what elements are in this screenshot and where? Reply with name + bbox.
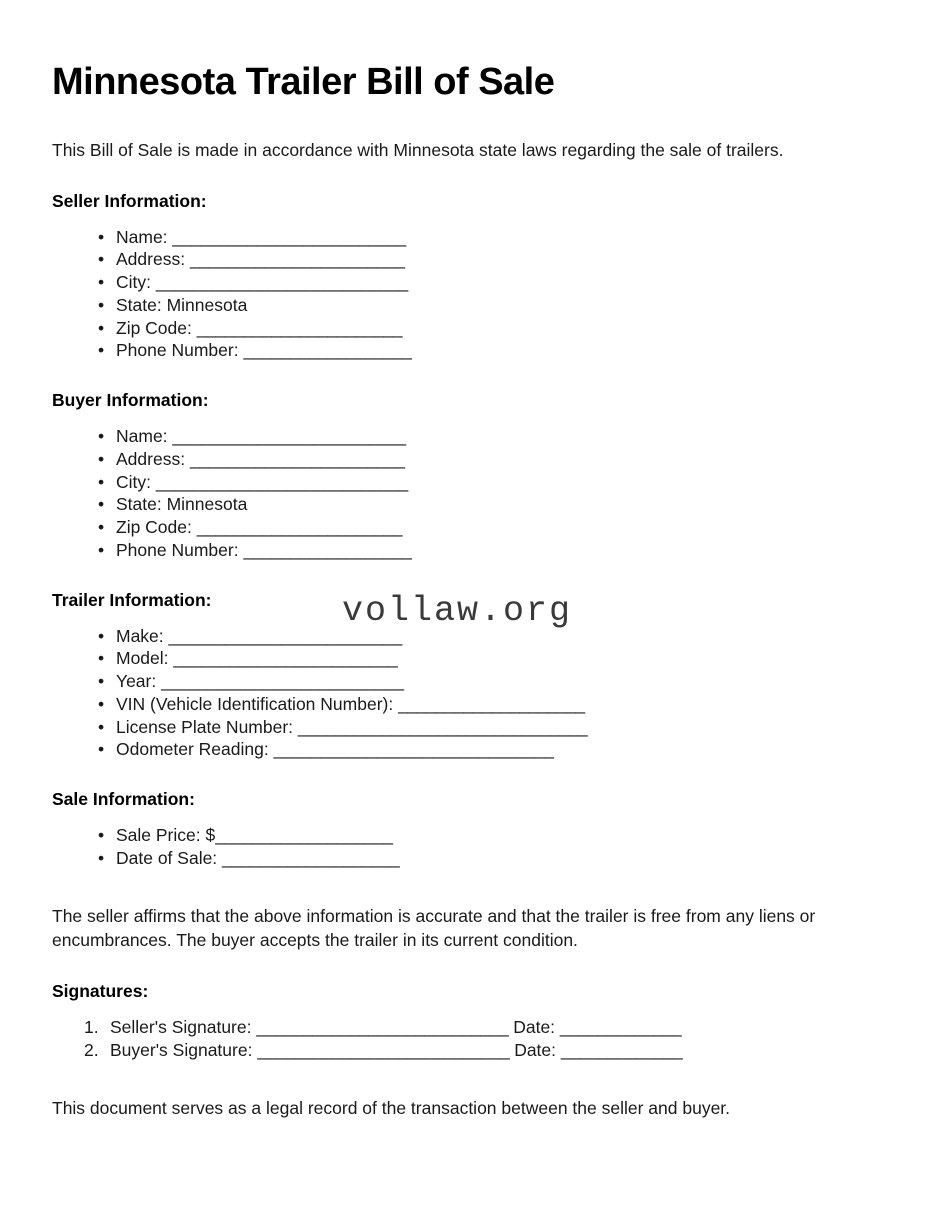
field-label: License Plate Number:	[116, 716, 294, 737]
fill-in-blank[interactable]: ___________________________	[155, 272, 408, 293]
list-item	[98, 471, 883, 494]
fill-in-blank[interactable]: ______________________	[196, 317, 403, 338]
fill-in-blank[interactable]: _______________________	[189, 448, 405, 469]
fill-in-blank[interactable]: ______________________________	[273, 739, 554, 760]
signature-blank[interactable]: ___________________________	[256, 1017, 509, 1038]
date-label: Date:	[514, 1040, 557, 1061]
field-label: Phone Number:	[116, 340, 239, 361]
fill-in-blank[interactable]: ________________________	[173, 648, 398, 669]
field-label: Date of Sale:	[116, 847, 218, 868]
field-label: State: Minnesota	[116, 294, 248, 315]
signature-blank[interactable]: ___________________________	[257, 1040, 510, 1061]
field-label: City:	[116, 471, 151, 492]
field-label: Sale Price: $	[116, 825, 216, 846]
list-item	[98, 847, 883, 870]
section-heading-trailer: Trailer Information:	[52, 589, 212, 610]
watermark-vollaw: vollaw.org	[342, 591, 573, 631]
list-item	[98, 625, 883, 648]
fill-in-blank[interactable]: ______________________	[196, 517, 403, 538]
fill-in-blank[interactable]: __________________	[243, 539, 412, 560]
list-item	[98, 516, 883, 539]
list-item	[98, 824, 883, 847]
affirmation-paragraph: The seller affirms that the above information is accurate and that the trailer is free from any liens or encumbrances. The buyer accepts the trailer in its current condition.	[52, 905, 816, 951]
sale-field-list	[52, 824, 883, 870]
signature-row	[84, 1039, 883, 1062]
list-item	[98, 647, 883, 670]
field-label: VIN (Vehicle Identification Number):	[116, 693, 394, 714]
list-item	[98, 226, 883, 249]
field-label: Phone Number:	[116, 539, 239, 560]
intro-paragraph: This Bill of Sale is made in accordance with Minnesota state laws regarding the sale of trailers.	[52, 139, 784, 160]
buyer-field-list	[52, 425, 883, 562]
fill-in-blank[interactable]: __________________________	[161, 671, 404, 692]
fill-in-blank[interactable]: _________________________	[172, 426, 406, 447]
section-heading-signatures: Signatures:	[52, 981, 149, 1002]
date-blank[interactable]: _____________	[559, 1017, 682, 1038]
seller-field-list	[52, 226, 883, 363]
list-item	[98, 716, 883, 739]
field-label: Address:	[116, 448, 186, 469]
list-item	[98, 425, 883, 448]
fill-in-blank[interactable]: ___________________	[215, 825, 393, 846]
fill-in-blank[interactable]: ___________________	[222, 847, 400, 868]
section-heading-seller: Seller Information:	[52, 190, 207, 211]
list-item	[98, 339, 883, 362]
fill-in-blank[interactable]: ___________________________	[155, 471, 408, 492]
list-item	[98, 493, 883, 516]
section-heading-sale: Sale Information:	[52, 789, 195, 810]
fill-in-blank[interactable]: _________________________	[168, 625, 402, 646]
fill-in-blank[interactable]: _______________________	[189, 249, 405, 270]
signature-label: Seller's Signature:	[110, 1017, 252, 1038]
fill-in-blank[interactable]: __________________	[243, 340, 412, 361]
date-label: Date:	[513, 1017, 556, 1038]
field-label: Odometer Reading:	[116, 739, 269, 760]
field-label: Make:	[116, 625, 164, 646]
signature-label: Buyer's Signature:	[110, 1040, 253, 1061]
list-item	[98, 294, 883, 317]
fill-in-blank[interactable]: _________________________	[172, 226, 406, 247]
list-item	[98, 317, 883, 340]
field-label: Model:	[116, 648, 169, 669]
field-label: Name:	[116, 226, 168, 247]
field-label: Zip Code:	[116, 317, 192, 338]
list-item	[98, 448, 883, 471]
fill-in-blank[interactable]: _______________________________	[297, 716, 588, 737]
field-label: Name:	[116, 426, 168, 447]
field-label: State: Minnesota	[116, 494, 248, 515]
trailer-field-list	[52, 625, 883, 762]
field-label: Zip Code:	[116, 517, 192, 538]
signature-row	[84, 1016, 883, 1039]
list-item	[98, 693, 883, 716]
page-title: Minnesota Trailer Bill of Sale	[52, 61, 555, 103]
closing-paragraph: This document serves as a legal record of the transaction between the seller and buyer.	[52, 1097, 731, 1118]
list-item	[98, 539, 883, 562]
date-blank[interactable]: _____________	[560, 1040, 683, 1061]
fill-in-blank[interactable]: ____________________	[398, 693, 585, 714]
field-label: City:	[116, 272, 151, 293]
signature-list	[52, 1016, 883, 1062]
list-item	[98, 271, 883, 294]
section-heading-buyer: Buyer Information:	[52, 390, 209, 411]
list-item	[98, 738, 883, 761]
list-item	[98, 248, 883, 271]
field-label: Year:	[116, 671, 157, 692]
field-label: Address:	[116, 249, 186, 270]
list-item	[98, 670, 883, 693]
